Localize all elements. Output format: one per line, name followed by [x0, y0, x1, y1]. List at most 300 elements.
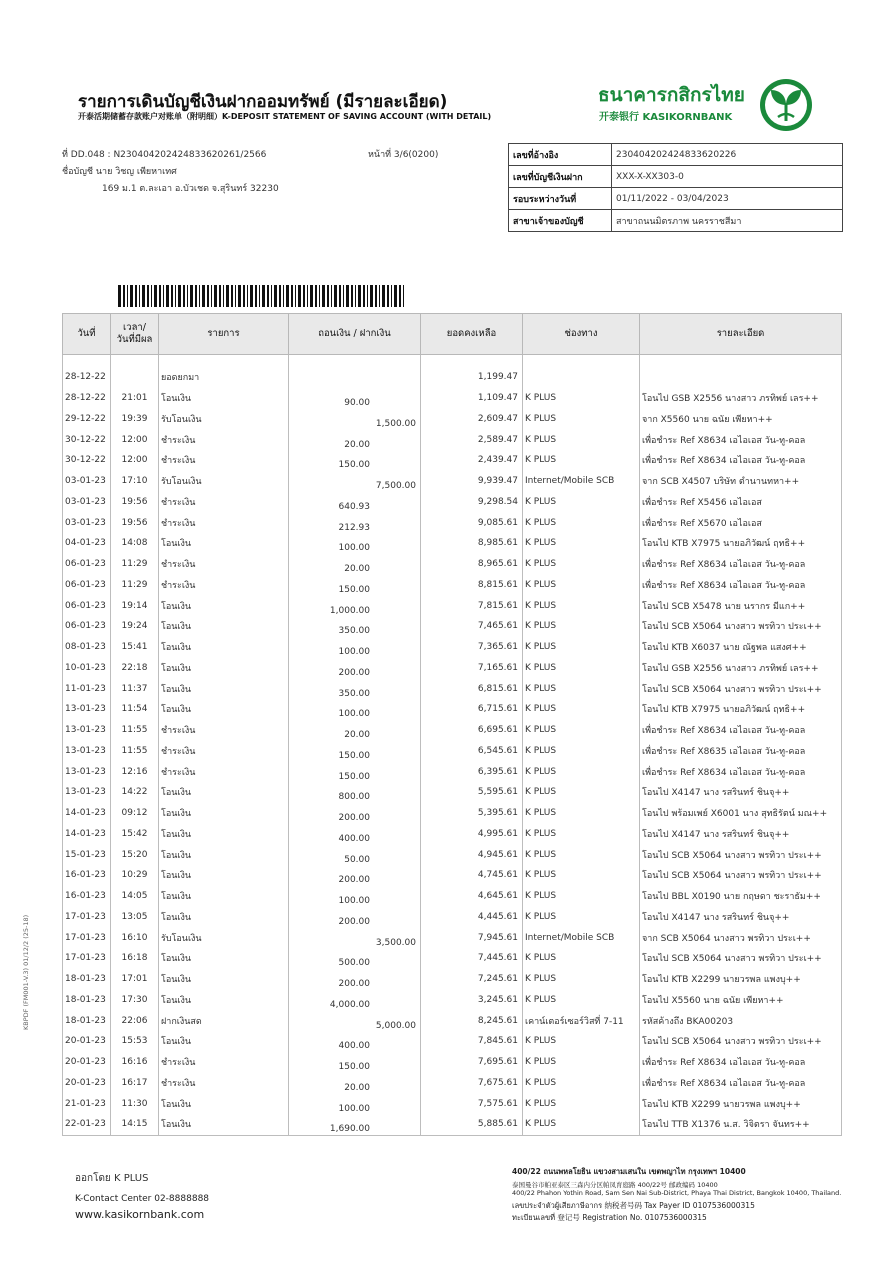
- row-time: 12:00: [111, 429, 159, 450]
- row-detail: โอนไป KTB X2299 นายวรพล แพงบุ++: [640, 969, 842, 990]
- row-balance: 4,995.61: [421, 824, 523, 845]
- table-row: [63, 699, 842, 720]
- row-channel: K PLUS: [523, 637, 640, 658]
- row-time: 10:29: [111, 865, 159, 886]
- column-header-amount: ถอนเงิน / ฝากเงิน: [289, 314, 421, 355]
- row-date: 13-01-23: [63, 782, 111, 803]
- row-detail: จาก SCB X4507 บริษัท ตำนานทหา++: [640, 471, 842, 492]
- row-date: 18-01-23: [63, 969, 111, 990]
- row-withdraw-deposit: [289, 782, 421, 803]
- row-type: โอนเงิน: [159, 678, 289, 699]
- row-channel: K PLUS: [523, 803, 640, 824]
- info-value: 01/11/2022 - 03/04/2023: [612, 188, 843, 210]
- row-balance: 7,245.61: [421, 969, 523, 990]
- contact-center: K-Contact Center 02-8888888: [75, 1194, 210, 1204]
- info-value: XXX-X-XX303-0: [612, 166, 843, 188]
- row-detail: โอนไป BBL X0190 นาย กฤษดา ชะราธัม++: [640, 886, 842, 907]
- row-channel: K PLUS: [523, 990, 640, 1011]
- info-row-reference: [509, 144, 843, 166]
- row-channel: K PLUS: [523, 907, 640, 928]
- table-row: [63, 678, 842, 699]
- column-header-channel: ช่องทาง: [523, 314, 640, 355]
- row-withdraw: 20.00: [344, 439, 370, 450]
- row-type: โอนเงิน: [159, 907, 289, 928]
- info-label: เลขที่บัญชีเงินฝาก: [509, 166, 612, 188]
- row-channel: K PLUS: [523, 512, 640, 533]
- row-type: รับโอนเงิน: [159, 927, 289, 948]
- table-row: [63, 948, 842, 969]
- table-row: [63, 554, 842, 575]
- table-row: [63, 575, 842, 596]
- info-label: สาขาเจ้าของบัญชี: [509, 210, 612, 232]
- row-deposit: 3,500.00: [375, 937, 416, 948]
- row-type: โอนเงิน: [159, 948, 289, 969]
- row-balance: 2,609.47: [421, 409, 523, 430]
- row-withdraw-deposit: [289, 720, 421, 741]
- row-detail: โอนไป KTB X7975 นายอภิวัฒน์ ฤทธิ++: [640, 533, 842, 554]
- row-withdraw-deposit: [289, 1093, 421, 1114]
- row-type: ชำระเงิน: [159, 720, 289, 741]
- row-type: โอนเงิน: [159, 865, 289, 886]
- row-date: 20-01-23: [63, 1073, 111, 1094]
- row-withdraw: 800.00: [338, 792, 370, 803]
- row-channel: K PLUS: [523, 699, 640, 720]
- table-row: [63, 865, 842, 886]
- row-withdraw-deposit: [289, 355, 421, 388]
- row-withdraw: 150.00: [338, 750, 370, 761]
- row-deposit: 5,000.00: [375, 1020, 416, 1031]
- table-row: [63, 741, 842, 762]
- row-channel: Internet/Mobile SCB: [523, 471, 640, 492]
- row-time: 22:06: [111, 1010, 159, 1031]
- statement-title: รายการเดินบัญชีเงินฝากออมทรัพย์ (มีรายละเอียด): [78, 92, 448, 112]
- registration-number: ทะเบียนเลขที่ 登记号 Registration No. 0107536000315: [512, 1213, 707, 1222]
- row-type: โอนเงิน: [159, 1031, 289, 1052]
- bank-address-english: 400/22 Phahon Yothin Road, Sam Sen Nai Sub-District, Phaya Thai District, Bangkok 10400, Thailand.: [512, 1189, 842, 1197]
- row-withdraw: 400.00: [338, 1041, 370, 1052]
- row-time: 16:10: [111, 927, 159, 948]
- row-type: ชำระเงิน: [159, 761, 289, 782]
- row-balance: 7,445.61: [421, 948, 523, 969]
- row-withdraw-deposit: [289, 595, 421, 616]
- column-header-date: วันที่: [63, 314, 111, 355]
- info-value: 230404202424833620226: [612, 144, 843, 166]
- column-header-detail: รายละเอียด: [640, 314, 842, 355]
- row-balance: 1,109.47: [421, 388, 523, 409]
- row-channel: K PLUS: [523, 865, 640, 886]
- row-date: 14-01-23: [63, 824, 111, 845]
- table-row: [63, 533, 842, 554]
- transaction-rows: [63, 355, 842, 1136]
- row-type: โอนเงิน: [159, 388, 289, 409]
- row-detail: โอนไป SCB X5478 นาย นรากร มีแก++: [640, 595, 842, 616]
- row-channel: K PLUS: [523, 388, 640, 409]
- row-detail: เพื่อชำระ Ref X8634 เอไอเอส วัน-ทู-คอล: [640, 554, 842, 575]
- row-withdraw: 150.00: [338, 584, 370, 595]
- row-withdraw-deposit: [289, 1031, 421, 1052]
- table-row: [63, 409, 842, 430]
- row-channel: K PLUS: [523, 492, 640, 513]
- table-row: [63, 1052, 842, 1073]
- table-row: [63, 969, 842, 990]
- bank-address-chinese: 泰国曼谷市帕亚泰区三森内分区帕凤育庭路 400/22号 邮政编码 10400: [512, 1181, 718, 1189]
- info-label: เลขที่อ้างอิง: [509, 144, 612, 166]
- row-detail: เพื่อชำระ Ref X5670 เอไอเอส: [640, 512, 842, 533]
- table-row: [63, 471, 842, 492]
- row-date: 03-01-23: [63, 512, 111, 533]
- table-row: [63, 761, 842, 782]
- row-detail: [640, 355, 842, 388]
- row-time: 14:08: [111, 533, 159, 554]
- row-withdraw-deposit: [289, 450, 421, 471]
- tax-payer-id: เลขประจำตัวผู้เสียภาษีอากร 纳税者号码 Tax Payer ID 0107536000315: [512, 1201, 755, 1210]
- row-date: 13-01-23: [63, 761, 111, 782]
- table-row: [63, 388, 842, 409]
- row-balance: 7,945.61: [421, 927, 523, 948]
- row-date: 17-01-23: [63, 927, 111, 948]
- row-withdraw-deposit: [289, 616, 421, 637]
- row-withdraw: 212.93: [338, 522, 370, 533]
- row-balance: 8,245.61: [421, 1010, 523, 1031]
- row-date: 03-01-23: [63, 492, 111, 513]
- row-type: โอนเงิน: [159, 699, 289, 720]
- row-time: 17:01: [111, 969, 159, 990]
- table-row: [63, 720, 842, 741]
- row-balance: 9,298.54: [421, 492, 523, 513]
- bank-name-thai: ธนาคารกสิกรไทย: [598, 84, 745, 106]
- row-time: 13:05: [111, 907, 159, 928]
- customer-address: 169 ม.1 ต.ละเอา อ.บัวเชด จ.สุรินทร์ 32230: [102, 184, 279, 194]
- row-time: 16:18: [111, 948, 159, 969]
- row-balance: 7,695.61: [421, 1052, 523, 1073]
- row-balance: 6,695.61: [421, 720, 523, 741]
- row-time: 19:56: [111, 492, 159, 513]
- row-type: โอนเงิน: [159, 658, 289, 679]
- row-balance: 5,885.61: [421, 1114, 523, 1135]
- column-header-time: เวลา/ วันที่มีผล: [111, 314, 159, 355]
- row-detail: เพื่อชำระ Ref X8634 เอไอเอส วัน-ทู-คอล: [640, 761, 842, 782]
- row-withdraw-deposit: [289, 761, 421, 782]
- row-detail: โอนไป X4147 นาง รสรินทร์ ชินจุ++: [640, 824, 842, 845]
- row-date: 06-01-23: [63, 554, 111, 575]
- row-type: โอนเงิน: [159, 990, 289, 1011]
- row-withdraw-deposit: [289, 844, 421, 865]
- column-header-balance: ยอดคงเหลือ: [421, 314, 523, 355]
- row-balance: 6,715.61: [421, 699, 523, 720]
- row-date: 30-12-22: [63, 450, 111, 471]
- row-date: 18-01-23: [63, 1010, 111, 1031]
- row-channel: K PLUS: [523, 678, 640, 699]
- row-type: โอนเงิน: [159, 1114, 289, 1135]
- row-balance: 5,595.61: [421, 782, 523, 803]
- row-time: 15:41: [111, 637, 159, 658]
- row-time: 17:30: [111, 990, 159, 1011]
- row-withdraw-deposit: [289, 990, 421, 1011]
- document-reference: ที่ DD.048 : N230404202424833620261/2566: [62, 150, 267, 160]
- row-balance: 6,545.61: [421, 741, 523, 762]
- row-withdraw: 200.00: [338, 916, 370, 927]
- row-withdraw-deposit: [289, 637, 421, 658]
- row-withdraw: 500.00: [338, 958, 370, 969]
- row-detail: โอนไป SCB X5064 นางสาว พรทิวา ประเ++: [640, 616, 842, 637]
- row-time: 19:39: [111, 409, 159, 430]
- table-row: [63, 616, 842, 637]
- row-withdraw-deposit: [289, 907, 421, 928]
- row-time: 14:15: [111, 1114, 159, 1135]
- row-withdraw-deposit: [289, 512, 421, 533]
- row-channel: เคาน์เตอร์เซอร์วิสที่ 7-11: [523, 1010, 640, 1031]
- row-time: [111, 355, 159, 388]
- row-date: 28-12-22: [63, 388, 111, 409]
- info-row-branch: [509, 210, 843, 232]
- row-time: 21:01: [111, 388, 159, 409]
- barcode: [118, 285, 408, 307]
- row-balance: 8,965.61: [421, 554, 523, 575]
- row-detail: โอนไป X4147 นาง รสรินทร์ ชินจุ++: [640, 782, 842, 803]
- statement-subtitle: 开泰活期储蓄存款账户对账单（附明细）K-DEPOSIT STATEMENT OF SAVING ACCOUNT (WITH DETAIL): [78, 112, 492, 121]
- row-type: โอนเงิน: [159, 595, 289, 616]
- row-balance: 1,199.47: [421, 355, 523, 388]
- row-type: โอนเงิน: [159, 844, 289, 865]
- row-time: 14:22: [111, 782, 159, 803]
- row-detail: โอนไป KTB X7975 นายอภิวัฒน์ ฤทธิ++: [640, 699, 842, 720]
- row-withdraw: 90.00: [344, 398, 370, 409]
- row-type: ชำระเงิน: [159, 1073, 289, 1094]
- row-detail: รหัสค้างถึง BKA00203: [640, 1010, 842, 1031]
- row-type: โอนเงิน: [159, 782, 289, 803]
- row-time: 14:05: [111, 886, 159, 907]
- row-channel: K PLUS: [523, 450, 640, 471]
- row-withdraw: 100.00: [338, 709, 370, 720]
- row-detail: จาก X5560 นาย ฉนัย เพียหา++: [640, 409, 842, 430]
- row-date: 16-01-23: [63, 886, 111, 907]
- table-row: [63, 450, 842, 471]
- row-type: ชำระเงิน: [159, 492, 289, 513]
- row-type: ฝากเงินสด: [159, 1010, 289, 1031]
- row-withdraw: 20.00: [344, 1082, 370, 1093]
- row-detail: จาก SCB X5064 นางสาว พรทิวา ประเ++: [640, 927, 842, 948]
- row-balance: 7,815.61: [421, 595, 523, 616]
- row-time: 09:12: [111, 803, 159, 824]
- row-date: 18-01-23: [63, 990, 111, 1011]
- row-channel: K PLUS: [523, 1073, 640, 1094]
- table-row: [63, 512, 842, 533]
- row-detail: โอนไป SCB X5064 นางสาว พรทิวา ประเ++: [640, 948, 842, 969]
- row-channel: K PLUS: [523, 1052, 640, 1073]
- row-withdraw-deposit: [289, 927, 421, 948]
- row-detail: โอนไป SCB X5064 นางสาว พรทิวา ประเ++: [640, 844, 842, 865]
- row-detail: โอนไป X5560 นาย ฉนัย เพียหา++: [640, 990, 842, 1011]
- row-date: 13-01-23: [63, 699, 111, 720]
- row-detail: โอนไป SCB X5064 นางสาว พรทิวา ประเ++: [640, 865, 842, 886]
- row-time: 16:16: [111, 1052, 159, 1073]
- row-time: 15:20: [111, 844, 159, 865]
- row-detail: โอนไป GSB X2556 นางสาว ภรทิพย์ เลร++: [640, 658, 842, 679]
- row-detail: โอนไป GSB X2556 นางสาว ภรทิพย์ เลร++: [640, 388, 842, 409]
- row-time: 12:16: [111, 761, 159, 782]
- row-balance: 4,745.61: [421, 865, 523, 886]
- row-balance: 2,589.47: [421, 429, 523, 450]
- row-channel: K PLUS: [523, 575, 640, 596]
- row-withdraw-deposit: [289, 1010, 421, 1031]
- row-withdraw: 150.00: [338, 460, 370, 471]
- table-row: [63, 492, 842, 513]
- row-balance: 4,445.61: [421, 907, 523, 928]
- row-balance: 4,645.61: [421, 886, 523, 907]
- table-row: [63, 803, 842, 824]
- row-date: 17-01-23: [63, 907, 111, 928]
- table-row: [63, 782, 842, 803]
- row-date: 16-01-23: [63, 865, 111, 886]
- row-withdraw: 350.00: [338, 688, 370, 699]
- row-balance: 6,815.61: [421, 678, 523, 699]
- row-time: 11:37: [111, 678, 159, 699]
- row-withdraw: 350.00: [338, 626, 370, 637]
- row-time: 15:42: [111, 824, 159, 845]
- form-code: KBPDF (FM001-V.3) 01/12/2 (25-18): [22, 914, 30, 1030]
- row-balance: 7,575.61: [421, 1093, 523, 1114]
- row-channel: K PLUS: [523, 969, 640, 990]
- row-type: โอนเงิน: [159, 1093, 289, 1114]
- row-channel: K PLUS: [523, 658, 640, 679]
- row-withdraw-deposit: [289, 658, 421, 679]
- table-row: [63, 1031, 842, 1052]
- info-row-account-number: [509, 166, 843, 188]
- row-date: 14-01-23: [63, 803, 111, 824]
- table-row: [63, 844, 842, 865]
- row-date: 29-12-22: [63, 409, 111, 430]
- row-type: โอนเงิน: [159, 886, 289, 907]
- row-type: ชำระเงิน: [159, 450, 289, 471]
- row-type: โอนเงิน: [159, 803, 289, 824]
- row-detail: โอนไป X4147 นาง รสรินทร์ ชินจุ++: [640, 907, 842, 928]
- row-date: 15-01-23: [63, 844, 111, 865]
- bank-name-english: 开泰银行 KASIKORNBANK: [599, 112, 733, 123]
- row-type: รับโอนเงิน: [159, 471, 289, 492]
- row-type: รับโอนเงิน: [159, 409, 289, 430]
- row-deposit: 7,500.00: [375, 481, 416, 492]
- row-detail: โอนไป SCB X5064 นางสาว พรทิวา ประเ++: [640, 678, 842, 699]
- row-withdraw-deposit: [289, 554, 421, 575]
- table-row: [63, 637, 842, 658]
- row-balance: 7,465.61: [421, 616, 523, 637]
- row-date: 03-01-23: [63, 471, 111, 492]
- row-withdraw: 150.00: [338, 1062, 370, 1073]
- row-withdraw-deposit: [289, 886, 421, 907]
- row-channel: K PLUS: [523, 1093, 640, 1114]
- table-header-row: [63, 314, 842, 355]
- row-balance: 5,395.61: [421, 803, 523, 824]
- row-balance: 8,815.61: [421, 575, 523, 596]
- row-detail: โอนไป พร้อมเพย์ X6001 นาง สุทธิรัตน์ มณ++: [640, 803, 842, 824]
- row-detail: เพื่อชำระ Ref X8635 เอไอเอส วัน-ทู-คอล: [640, 741, 842, 762]
- row-withdraw-deposit: [289, 1052, 421, 1073]
- row-date: 30-12-22: [63, 429, 111, 450]
- row-deposit: 1,500.00: [375, 418, 416, 429]
- row-type: ยอดยกมา: [159, 355, 289, 388]
- row-detail: เพื่อชำระ Ref X8634 เอไอเอส วัน-ทู-คอล: [640, 1052, 842, 1073]
- row-time: 17:10: [111, 471, 159, 492]
- row-withdraw: 400.00: [338, 833, 370, 844]
- row-detail: เพื่อชำระ Ref X8634 เอไอเอส วัน-ทู-คอล: [640, 720, 842, 741]
- row-withdraw-deposit: [289, 741, 421, 762]
- table-row: [63, 1010, 842, 1031]
- row-balance: 7,675.61: [421, 1073, 523, 1094]
- row-withdraw-deposit: [289, 948, 421, 969]
- row-type: ชำระเงิน: [159, 1052, 289, 1073]
- row-channel: [523, 355, 640, 388]
- row-type: โอนเงิน: [159, 533, 289, 554]
- transaction-table: [62, 313, 842, 1136]
- row-date: 06-01-23: [63, 575, 111, 596]
- row-date: 04-01-23: [63, 533, 111, 554]
- row-time: 19:56: [111, 512, 159, 533]
- row-time: 11:29: [111, 575, 159, 596]
- row-channel: K PLUS: [523, 554, 640, 575]
- row-detail: โอนไป TTB X1376 น.ส. วิจิตรา จันทร++: [640, 1114, 842, 1135]
- row-withdraw: 200.00: [338, 979, 370, 990]
- table-row: [63, 1073, 842, 1094]
- row-date: 13-01-23: [63, 720, 111, 741]
- row-detail: โอนไป SCB X5064 นางสาว พรทิวา ประเ++: [640, 1031, 842, 1052]
- row-withdraw: 100.00: [338, 896, 370, 907]
- row-balance: 8,985.61: [421, 533, 523, 554]
- row-withdraw: 100.00: [338, 647, 370, 658]
- row-date: 28-12-22: [63, 355, 111, 388]
- table-row: [63, 886, 842, 907]
- row-date: 20-01-23: [63, 1031, 111, 1052]
- row-balance: 2,439.47: [421, 450, 523, 471]
- row-channel: K PLUS: [523, 824, 640, 845]
- row-withdraw: 200.00: [338, 667, 370, 678]
- row-withdraw: 50.00: [344, 854, 370, 865]
- row-time: 16:17: [111, 1073, 159, 1094]
- row-time: 19:14: [111, 595, 159, 616]
- row-balance: 7,365.61: [421, 637, 523, 658]
- row-detail: โอนไป KTB X6037 นาย ณัฐพล แสงศ++: [640, 637, 842, 658]
- row-channel: K PLUS: [523, 533, 640, 554]
- table-row: [63, 927, 842, 948]
- row-channel: K PLUS: [523, 844, 640, 865]
- website-link[interactable]: www.kasikornbank.com: [75, 1208, 205, 1221]
- row-withdraw-deposit: [289, 575, 421, 596]
- row-time: 11:55: [111, 741, 159, 762]
- table-row: [63, 355, 842, 388]
- table-row: [63, 990, 842, 1011]
- row-withdraw-deposit: [289, 699, 421, 720]
- row-detail: เพื่อชำระ Ref X8634 เอไอเอส วัน-ทู-คอล: [640, 429, 842, 450]
- row-withdraw-deposit: [289, 409, 421, 430]
- row-balance: 3,245.61: [421, 990, 523, 1011]
- printed-by: ออกโดย K PLUS: [75, 1173, 149, 1184]
- row-withdraw: 150.00: [338, 771, 370, 782]
- kasikornbank-leaf-logo-icon: [758, 77, 814, 133]
- row-withdraw-deposit: [289, 471, 421, 492]
- row-date: 06-01-23: [63, 616, 111, 637]
- row-balance: 7,845.61: [421, 1031, 523, 1052]
- row-withdraw: 20.00: [344, 730, 370, 741]
- row-withdraw-deposit: [289, 1114, 421, 1135]
- row-detail: เพื่อชำระ Ref X8634 เอไอเอส วัน-ทู-คอล: [640, 450, 842, 471]
- row-balance: 9,939.47: [421, 471, 523, 492]
- row-withdraw-deposit: [289, 803, 421, 824]
- page-number: หน้าที่ 3/6(0200): [368, 150, 439, 160]
- bank-address-thai: 400/22 ถนนพหลโยธิน แขวงสามเสนใน เขตพญาไท กรุงเทพฯ 10400: [512, 1167, 746, 1176]
- row-withdraw: 200.00: [338, 813, 370, 824]
- info-row-period: [509, 188, 843, 210]
- row-date: 21-01-23: [63, 1093, 111, 1114]
- row-detail: โอนไป KTB X2299 นายวรพล แพงบุ++: [640, 1093, 842, 1114]
